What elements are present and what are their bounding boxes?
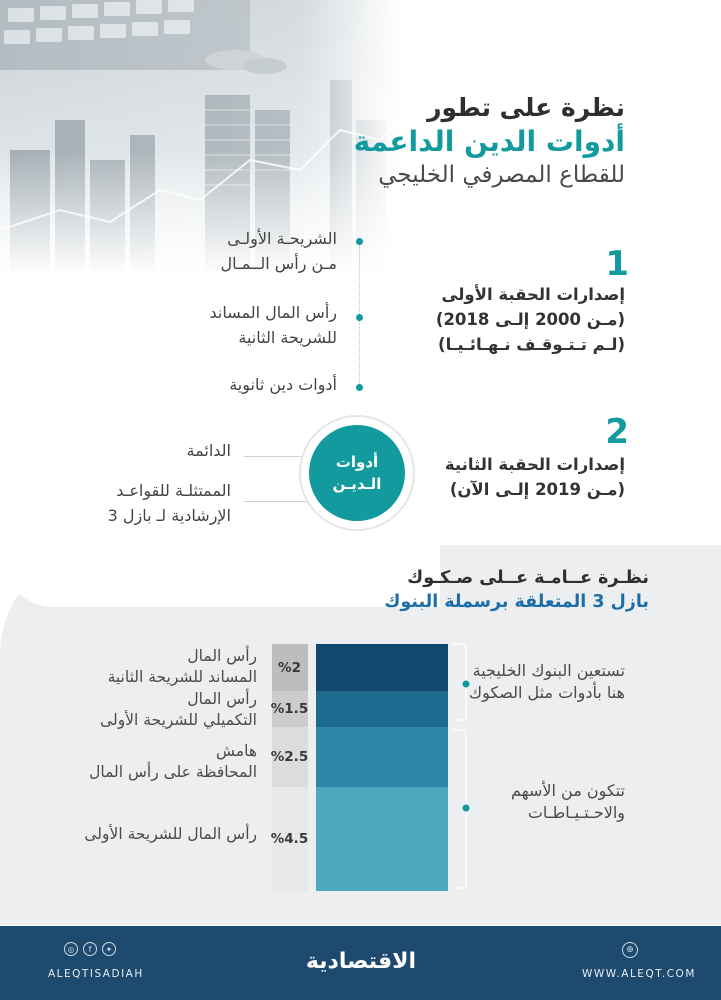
segment-label: رأس المال المساند للشريحة الثانية [107, 647, 257, 686]
title-line-3: للقطاع المصرفي الخليجي [378, 162, 625, 188]
section-1-item: الشريحـة الأولـى مـن رأس الــمـال [220, 229, 337, 273]
segment-percent: %1.5 [270, 701, 309, 717]
section-1-item: أدوات دين ثانوية [229, 375, 337, 394]
bar-segment-conservation-buffer [316, 727, 448, 787]
facebook-icon[interactable]: f [83, 942, 97, 956]
segment-label: رأس المال التكميلي للشريحة الأولى [100, 690, 257, 729]
instagram-icon[interactable]: ◎ [64, 942, 78, 956]
segment-percent: %4.5 [270, 831, 309, 847]
globe-icon: ⊕ [622, 942, 638, 958]
twitter-icon[interactable]: ✦ [102, 942, 116, 956]
infographic-title [295, 92, 625, 190]
segment-label: هامش المحافظة على رأس المال [89, 742, 257, 781]
segment-percent: %2 [278, 659, 301, 676]
debt-instruments-circle-label: أدوات الـديـن [309, 425, 405, 521]
connector-line [244, 456, 308, 457]
section-1-title: إصدارات الحقبة الأولى (مـن 2000 إلـى 2018) (لـم تـتـوقـف نـهـائـيـا) [435, 285, 625, 354]
site-logo[interactable]: الاقتصادية [305, 949, 417, 974]
timeline-dot [356, 314, 363, 321]
timeline-dot [356, 384, 363, 391]
timeline-dot [356, 238, 363, 245]
bracket-top-caption: تستعين البنوك الخليجية هنا بأدوات مثل الصكوك [468, 661, 625, 702]
segment-percent: %2.5 [270, 749, 309, 765]
basel-title: نظـرة عــامـة عــلى صـكـوك بازل 3 المتعلقة برسملة البنوك [384, 568, 649, 612]
panel-overlay [0, 545, 440, 607]
section-2-number: 2 [605, 412, 629, 452]
website-link[interactable]: WWW.ALEQT.COM [582, 968, 696, 980]
bar-segment-additional-tier1 [316, 691, 448, 727]
social-handle[interactable]: ALEQTISADIAH [48, 968, 144, 980]
section-2-item: الدائمة [186, 441, 231, 460]
bar-segment-tier2-capital [316, 644, 448, 691]
title-line-1: نظرة على تطور [427, 93, 625, 122]
title-line-2: أدوات الدين الداعمة [353, 125, 625, 158]
section-2-item: الممتثلـة للقواعـد الإرشادية لـ بازل 3 [107, 481, 231, 525]
section-1-number: 1 [605, 244, 629, 284]
section-1-item: رأس المال المساند للشريحة الثانية [209, 303, 337, 347]
bracket-bottom-caption: تتكون من الأسهم والاحـتـيـاطـات [510, 781, 625, 822]
social-icons [64, 942, 116, 956]
section-2-title: إصدارات الحقبة الثانية (مـن 2019 إلـى الآن) [444, 455, 625, 499]
bar-segment-tier1-common [316, 787, 448, 891]
connector-line [244, 501, 308, 502]
segment-label: رأس المال للشريحة الأولى [84, 825, 257, 843]
